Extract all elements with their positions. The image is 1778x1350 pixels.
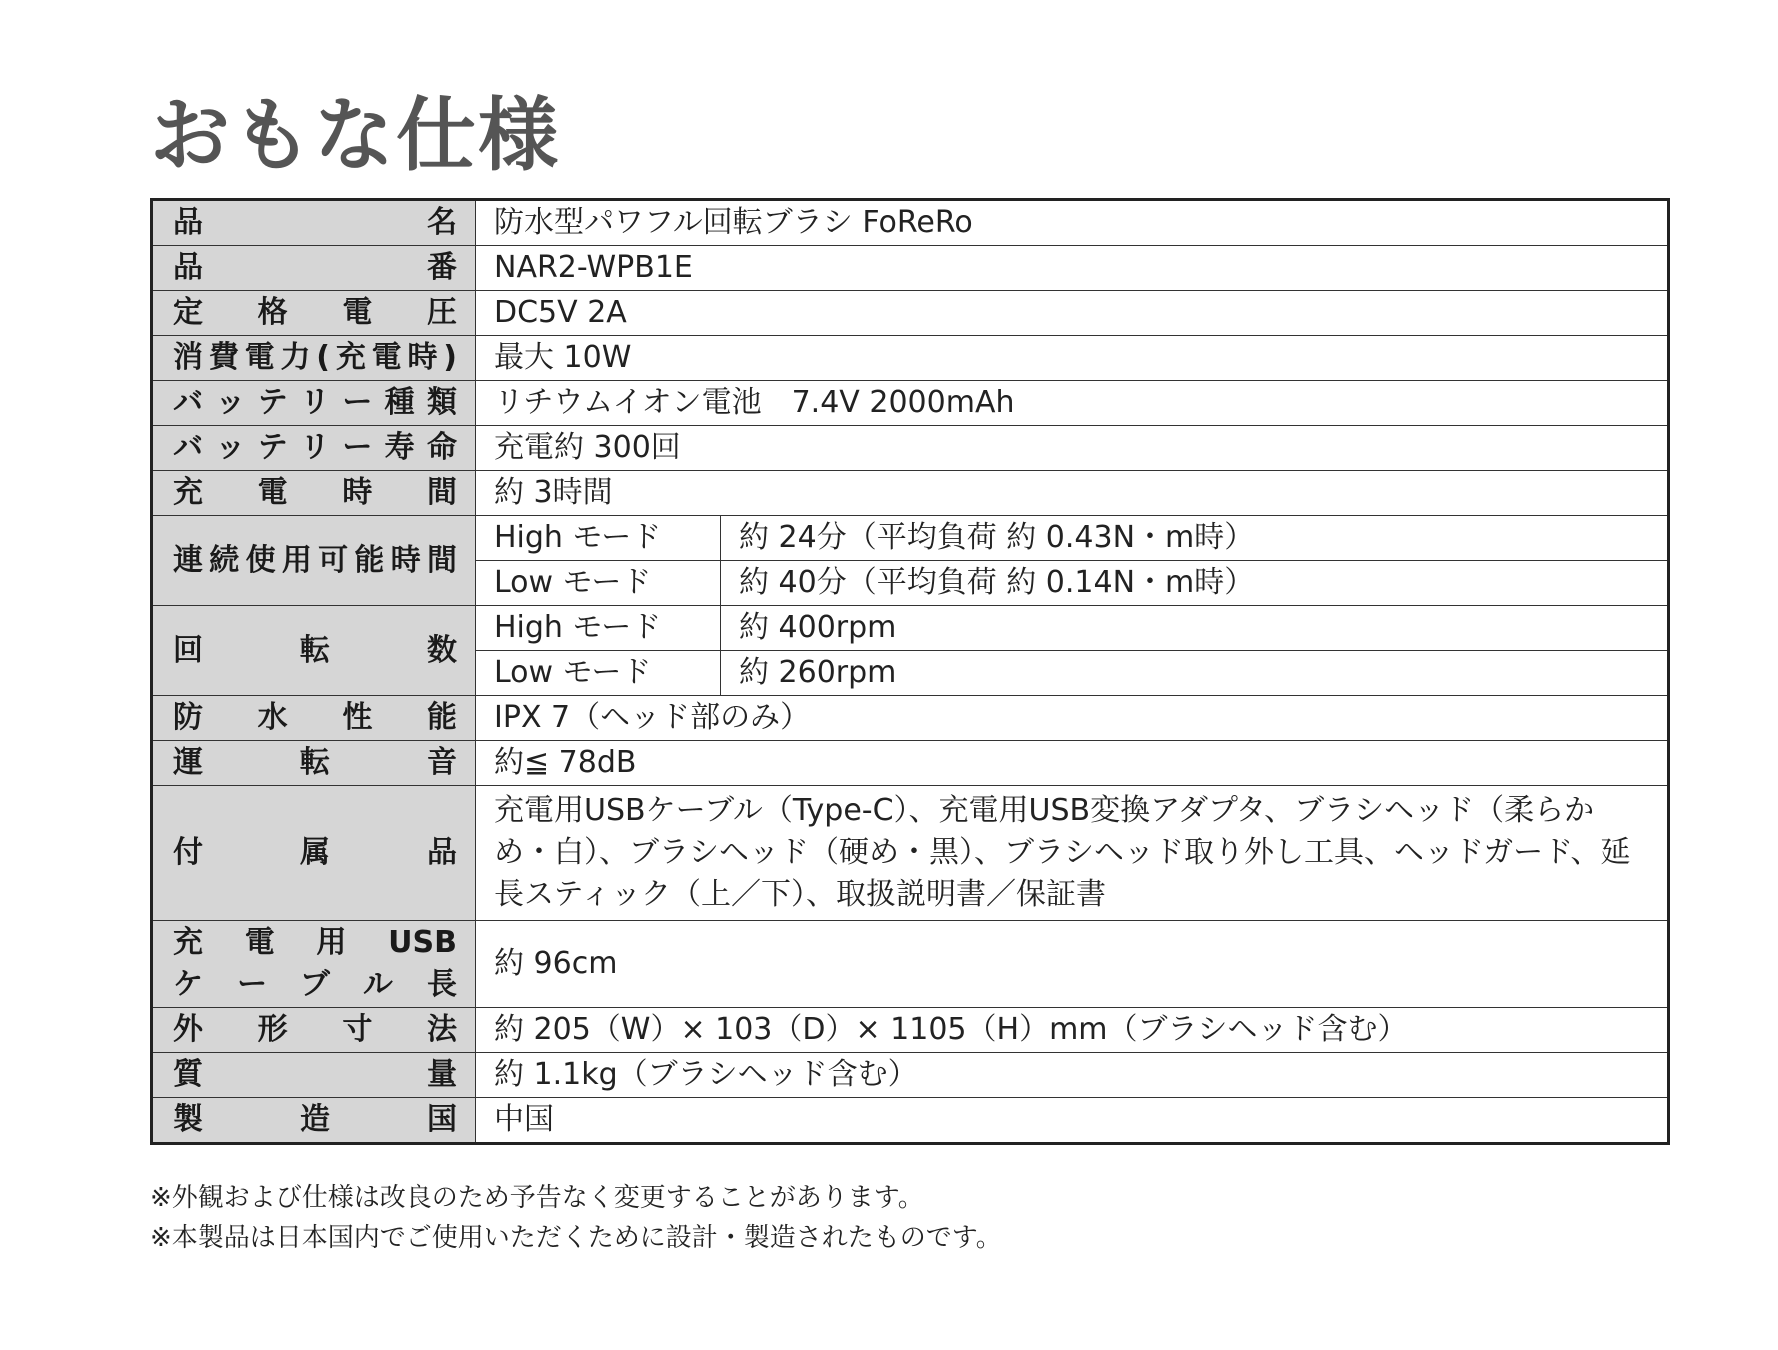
spec-row-rotation-high bbox=[152, 606, 1669, 651]
spec-value: リチウムイオン電池 7.4V 2000mAh bbox=[476, 381, 1669, 426]
page-title: おもな仕様 bbox=[150, 89, 560, 182]
spec-label: 回転数 bbox=[152, 606, 476, 696]
spec-row-accessories bbox=[152, 786, 1669, 921]
spec-label: 運転音 bbox=[152, 741, 476, 786]
spec-label: 定格電圧 bbox=[152, 291, 476, 336]
spec-label: 充電時間 bbox=[152, 471, 476, 516]
spec-row-dimensions bbox=[152, 1008, 1669, 1053]
spec-row-waterproof bbox=[152, 696, 1669, 741]
spec-value: 充電約 300回 bbox=[476, 426, 1669, 471]
spec-row-battery-type bbox=[152, 381, 1669, 426]
spec-table bbox=[150, 198, 1670, 1145]
footnote: ※本製品は日本国内でご使用いただくために設計・製造されたものです。 bbox=[150, 1223, 1002, 1253]
mode-label: Low モード bbox=[476, 561, 721, 606]
spec-row-weight bbox=[152, 1053, 1669, 1098]
spec-label-line: 充電用USB bbox=[173, 925, 457, 960]
spec-value: 最大 10W bbox=[476, 336, 1669, 381]
spec-value: 充電用USBケーブル（Type-C）、充電用USB変換アダプタ、ブラシヘッド（柔らかめ・白）、ブラシヘッド（硬め・黒）、ブラシヘッド取り外し工具、ヘッドガード、延長スティック（上／下）、取扱説明書／保証書 bbox=[476, 786, 1669, 921]
spec-label: 防水性能 bbox=[152, 696, 476, 741]
footnote: ※外観および仕様は改良のため予告なく変更することがあります。 bbox=[150, 1183, 924, 1213]
spec-value: 防水型パワフル回転ブラシ FoReRo bbox=[476, 200, 1669, 246]
spec-row-cable-length bbox=[152, 921, 1669, 1008]
spec-value: 約≦ 78dB bbox=[476, 741, 1669, 786]
spec-row-noise bbox=[152, 741, 1669, 786]
spec-value: 約 24分（平均負荷 約 0.43N・m時） bbox=[721, 516, 1669, 561]
mode-label: High モード bbox=[476, 606, 721, 651]
spec-value: 約 96cm bbox=[476, 921, 1669, 1008]
spec-label: 製造国 bbox=[152, 1098, 476, 1144]
spec-label: 連続使用可能時間 bbox=[152, 516, 476, 606]
spec-label: 外形寸法 bbox=[152, 1008, 476, 1053]
spec-value: 約 1.1kg（ブラシヘッド含む） bbox=[476, 1053, 1669, 1098]
spec-row-charge-time bbox=[152, 471, 1669, 516]
spec-value: NAR2-WPB1E bbox=[476, 246, 1669, 291]
spec-label: バッテリー寿命 bbox=[152, 426, 476, 471]
spec-value: 約 205（W）× 103（D）× 1105（H）mm（ブラシヘッド含む） bbox=[476, 1008, 1669, 1053]
spec-label: バッテリー種類 bbox=[152, 381, 476, 426]
spec-value: 約 400rpm bbox=[721, 606, 1669, 651]
spec-row-runtime-high bbox=[152, 516, 1669, 561]
spec-row-power bbox=[152, 336, 1669, 381]
spec-value: IPX 7（ヘッド部のみ） bbox=[476, 696, 1669, 741]
spec-label: 付属品 bbox=[152, 786, 476, 921]
spec-value: DC5V 2A bbox=[476, 291, 1669, 336]
spec-value: 約 40分（平均負荷 約 0.14N・m時） bbox=[721, 561, 1669, 606]
spec-value: 約 3時間 bbox=[476, 471, 1669, 516]
spec-row-name bbox=[152, 200, 1669, 246]
spec-label: 品番 bbox=[152, 246, 476, 291]
spec-row-battery-life bbox=[152, 426, 1669, 471]
spec-label: 品名 bbox=[152, 200, 476, 246]
spec-row-origin bbox=[152, 1098, 1669, 1144]
spec-label: 消費電力(充電時) bbox=[152, 336, 476, 381]
spec-label bbox=[152, 921, 476, 1008]
spec-label: 質量 bbox=[152, 1053, 476, 1098]
spec-row-number bbox=[152, 246, 1669, 291]
spec-label-line: ケーブル長 bbox=[173, 967, 457, 1002]
mode-label: Low モード bbox=[476, 651, 721, 696]
spec-row-voltage bbox=[152, 291, 1669, 336]
spec-value: 約 260rpm bbox=[721, 651, 1669, 696]
footnotes bbox=[150, 1178, 1002, 1258]
spec-value: 中国 bbox=[476, 1098, 1669, 1144]
mode-label: High モード bbox=[476, 516, 721, 561]
